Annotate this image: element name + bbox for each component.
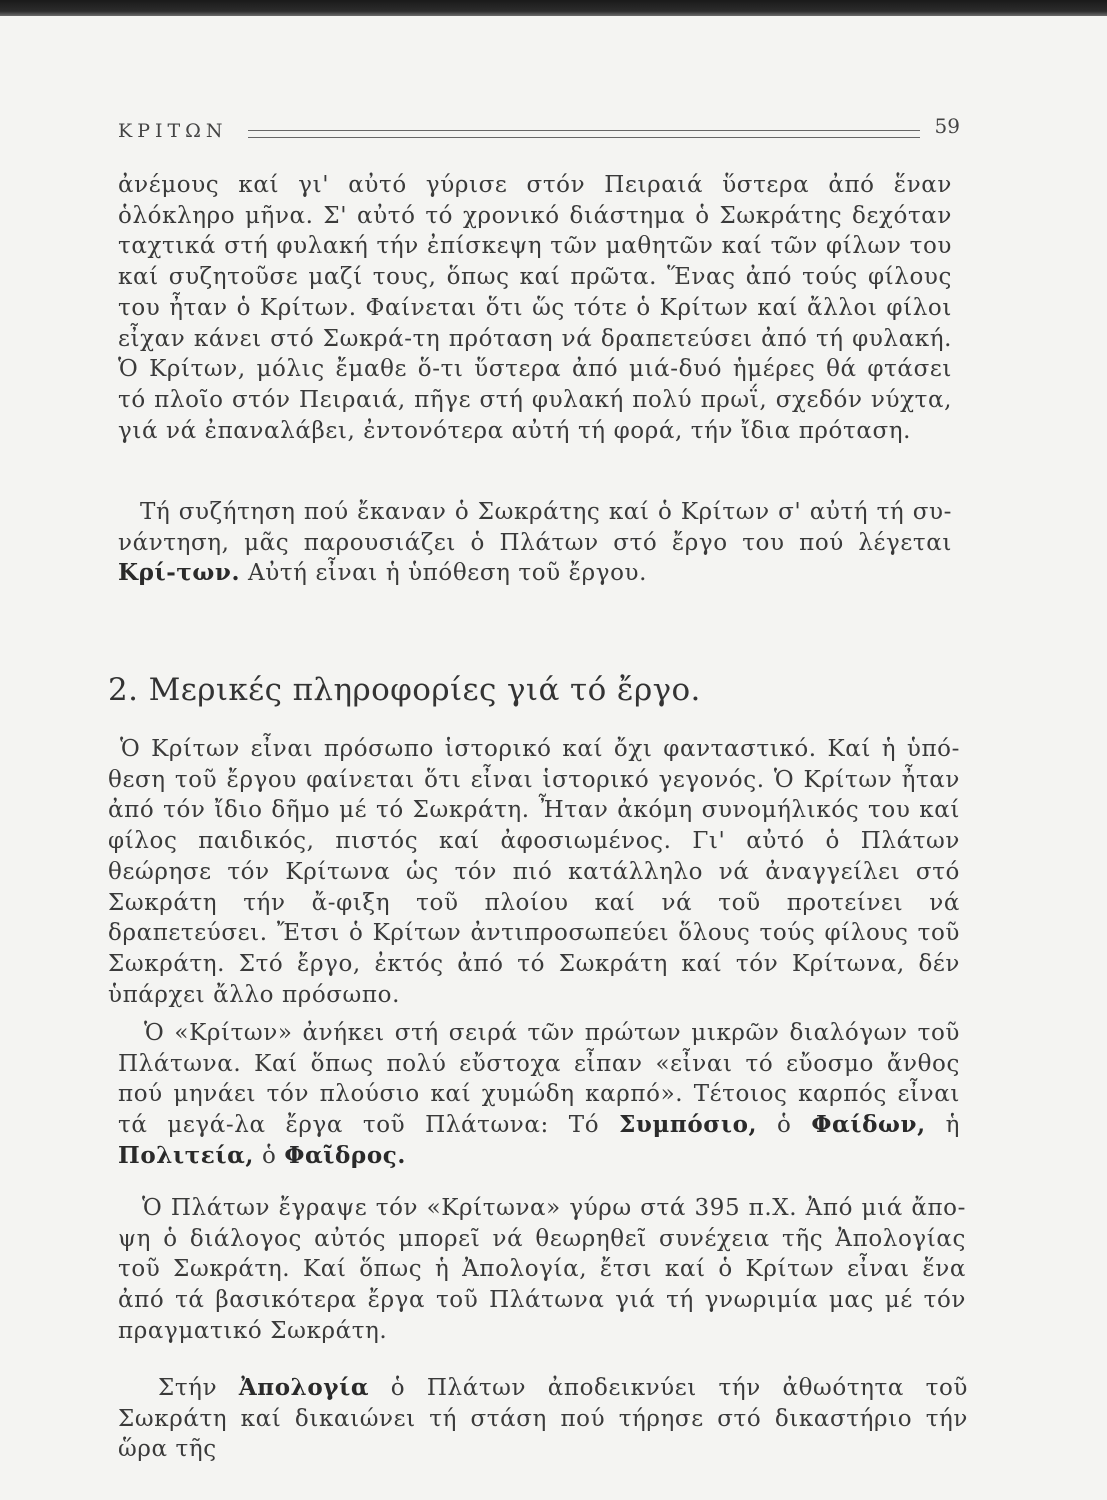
- header-rule: [248, 130, 920, 138]
- article-2: ἡ: [945, 1112, 960, 1139]
- article-3: ὁ: [261, 1142, 277, 1169]
- paragraph-5: Ὁ Πλάτων ἔγραψε τόν «Κρίτωνα» γύρω στά 395 π.Χ. Ἀπό μιά ἄπο-ψη ὁ διάλογος αὐτός μπορεῖ νά θεωρηθεῖ συνέχεια τῆς Ἀπολογίας τοῦ Σωκράτη. Καί ὅπως ἡ Ἀπολογία, ἔτσι καί ὁ Κρίτων εἶναι ἕνα ἀπό τά βασικότερα ἔργα τοῦ Πλάτωνα γιά τή γνωριμία μας μέ τόν πραγματικό Σωκράτη.: [118, 1195, 966, 1344]
- work-phaedrus: Φαῖδρος.: [284, 1141, 406, 1169]
- work-symposium: Συμπόσιο,: [619, 1111, 758, 1139]
- section-heading: 2. Μερικές πληροφορίες γιά τό ἔργο.: [108, 672, 701, 708]
- work-phaedo: Φαίδων,: [811, 1111, 926, 1139]
- paragraph-6-start: Στήν: [158, 1375, 218, 1401]
- paragraph-4-text: Ὁ «Κρίτων» ἀνήκει στή σειρά τῶν πρώτων μικρῶν διαλόγων τοῦ Πλάτωνα. Καί ὅπως πολύ εὔστοχα εἶπαν «εἶναι τό εὔοσμο ἄνθος πού μηνάει τόν πλούσιο καί χυμώδη καρπό». Τέτοιος καρπός εἶναι τά μεγά-λα ἔργα τοῦ Πλάτωνα: Τό: [118, 1020, 960, 1139]
- page-number: 59: [934, 114, 960, 138]
- work-republic: Πολιτεία,: [118, 1141, 255, 1169]
- running-header: [118, 114, 960, 150]
- paragraph-2-end: Αὐτή εἶναι ἡ ὑπόθεση τοῦ ἔργου.: [248, 560, 648, 587]
- paragraph-2-title: Κρί-των.: [118, 559, 241, 587]
- article-1: ὁ: [777, 1112, 792, 1139]
- paragraph-4: [118, 1018, 960, 1172]
- paragraph-1: ἀνέμους καί γι' αὐτό γύρισε στόν Πειραιά ὕστερα ἀπό ἕναν ὁλόκληρο μῆνα. Σ' αὐτό τό χρονικό διάστημα ὁ Σωκράτης δεχόταν ταχτικά στή φυλακή τήν ἐπίσκεψη τῶν μαθητῶν καί τῶν φίλων του καί συζητοῦσε μαζί τους, ὅπως καί πρῶτα. Ἕνας ἀπό τούς φίλους του ἦταν ὁ Κρίτων. Φαίνεται ὅτι ὥς τότε ὁ Κρίτων καί ἄλλοι φίλοι εἶχαν κάνει στό Σωκρά-τη πρόταση νά δραπετεύσει ἀπό τή φυλακή. Ὁ Κρίτων, μόλις ἔμαθε ὅ-τι ὕστερα ἀπό μιά-δυό ἡμέρες θά φτάσει τό πλοῖο στόν Πειραιά, πῆγε στή φυλακή πολύ πρωΐ, σχεδόν νύχτα, γιά νά ἐπαναλάβει, ἐντονότερα αὐτή τή φορά, τήν ἴδια πρόταση.: [118, 172, 952, 444]
- paragraph-3: Ὁ Κρίτων εἶναι πρόσωπο ἱστορικό καί ὄχι φανταστικό. Καί ἡ ὑπό-θεση τοῦ ἔργου φαίνεται ὅτι εἶναι ἱστορικό γεγονός. Ὁ Κρίτων ἦταν ἀπό τόν ἴδιο δῆμο μέ τό Σωκράτη. Ἦταν ἀκόμη συνομήλικός του καί φίλος παιδικός, πιστός καί ἀφοσιωμένος. Γι' αὐτό ὁ Πλάτων θεώρησε τόν Κρίτωνα ὡς τόν πιό κατάλληλο νά ἀναγγείλει στό Σωκράτη τήν ἄ-φιξη τοῦ πλοίου καί νά τοῦ προτείνει νά δραπετεύσει. Ἔτσι ὁ Κρίτων ἀντιπροσωπεύει ὅλους τούς φίλους τοῦ Σωκράτη. Στό ἔργο, ἐκτός ἀπό τό Σωκράτη καί τόν Κρίτωνα, δέν ὑπάρχει ἄλλο πρόσωπο.: [108, 736, 960, 1008]
- scan-top-edge: [0, 0, 1107, 16]
- paragraph-6-text: ὁ Πλάτων ἀποδεικνύει τήν ἀθωότητα τοῦ Σωκράτη καί δικαιώνει τή στάση πού τήρησε στό δικαστήριο τήν ὥρα τῆς: [118, 1375, 968, 1463]
- paragraph-6: [118, 1373, 968, 1465]
- paragraph-2-text: Τή συζήτηση πού ἔκαναν ὁ Σωκράτης καί ὁ Κρίτων σ' αὐτή τή συ-νάντηση, μᾶς παρουσιάζει ὁ Πλάτων στό ἔργο του πού λέγεται: [118, 499, 952, 556]
- paragraph-2: [118, 497, 952, 589]
- running-title: ΚΡΙΤΩΝ: [118, 120, 228, 142]
- work-apology: Ἀπολογία: [238, 1374, 370, 1401]
